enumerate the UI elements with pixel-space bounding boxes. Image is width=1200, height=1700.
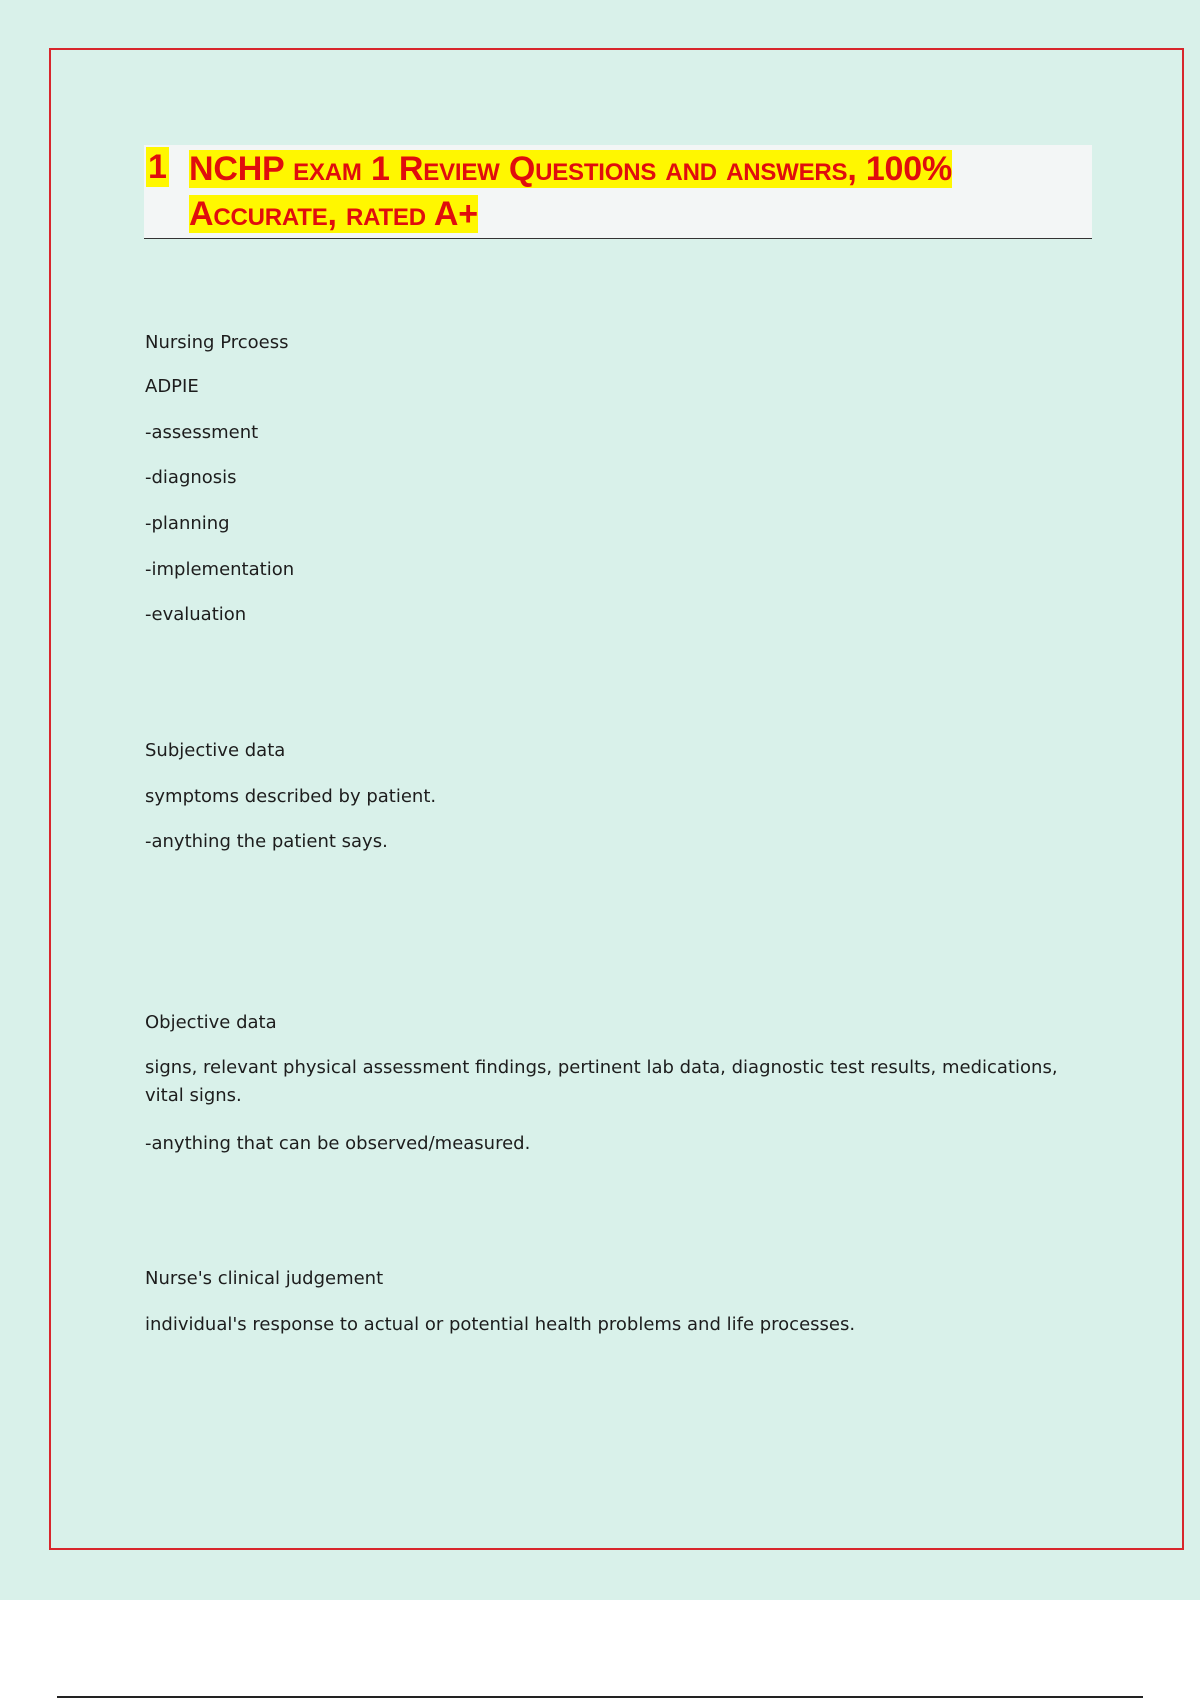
definition-line: -evaluation xyxy=(145,604,247,625)
term-nurses-clinical-judgement: Nurse's clinical judgement xyxy=(145,1268,384,1289)
definition-line: signs, relevant physical assessment findings, pertinent lab data, diagnostic test results, medications, vital signs. xyxy=(145,1057,1058,1106)
title-number: 1 xyxy=(148,148,167,186)
footer-rule xyxy=(57,1696,1143,1698)
definition-line: individual's response to actual or potential health problems and life processes. xyxy=(145,1314,856,1335)
title-heading xyxy=(189,147,1089,237)
title-text: NCHP exam 1 Review Questions and answers, 100% Accurate, rated A+ xyxy=(189,150,952,233)
term-objective-data: Objective data xyxy=(145,1012,277,1033)
term-subjective-data: Subjective data xyxy=(145,740,286,761)
definition-line: -implementation xyxy=(145,559,295,580)
document-title xyxy=(144,145,1092,239)
definition-line: -assessment xyxy=(145,422,259,443)
definition-line: -planning xyxy=(145,513,230,534)
definition-line: -anything that can be observed/measured. xyxy=(145,1133,531,1154)
definition-line: ADPIE xyxy=(145,376,199,397)
definition-line: -diagnosis xyxy=(145,467,237,488)
definition-line: -anything the patient says. xyxy=(145,831,388,852)
definition-line: symptoms described by patient. xyxy=(145,786,437,807)
term-nursing-process: Nursing Prcoess xyxy=(145,332,289,353)
